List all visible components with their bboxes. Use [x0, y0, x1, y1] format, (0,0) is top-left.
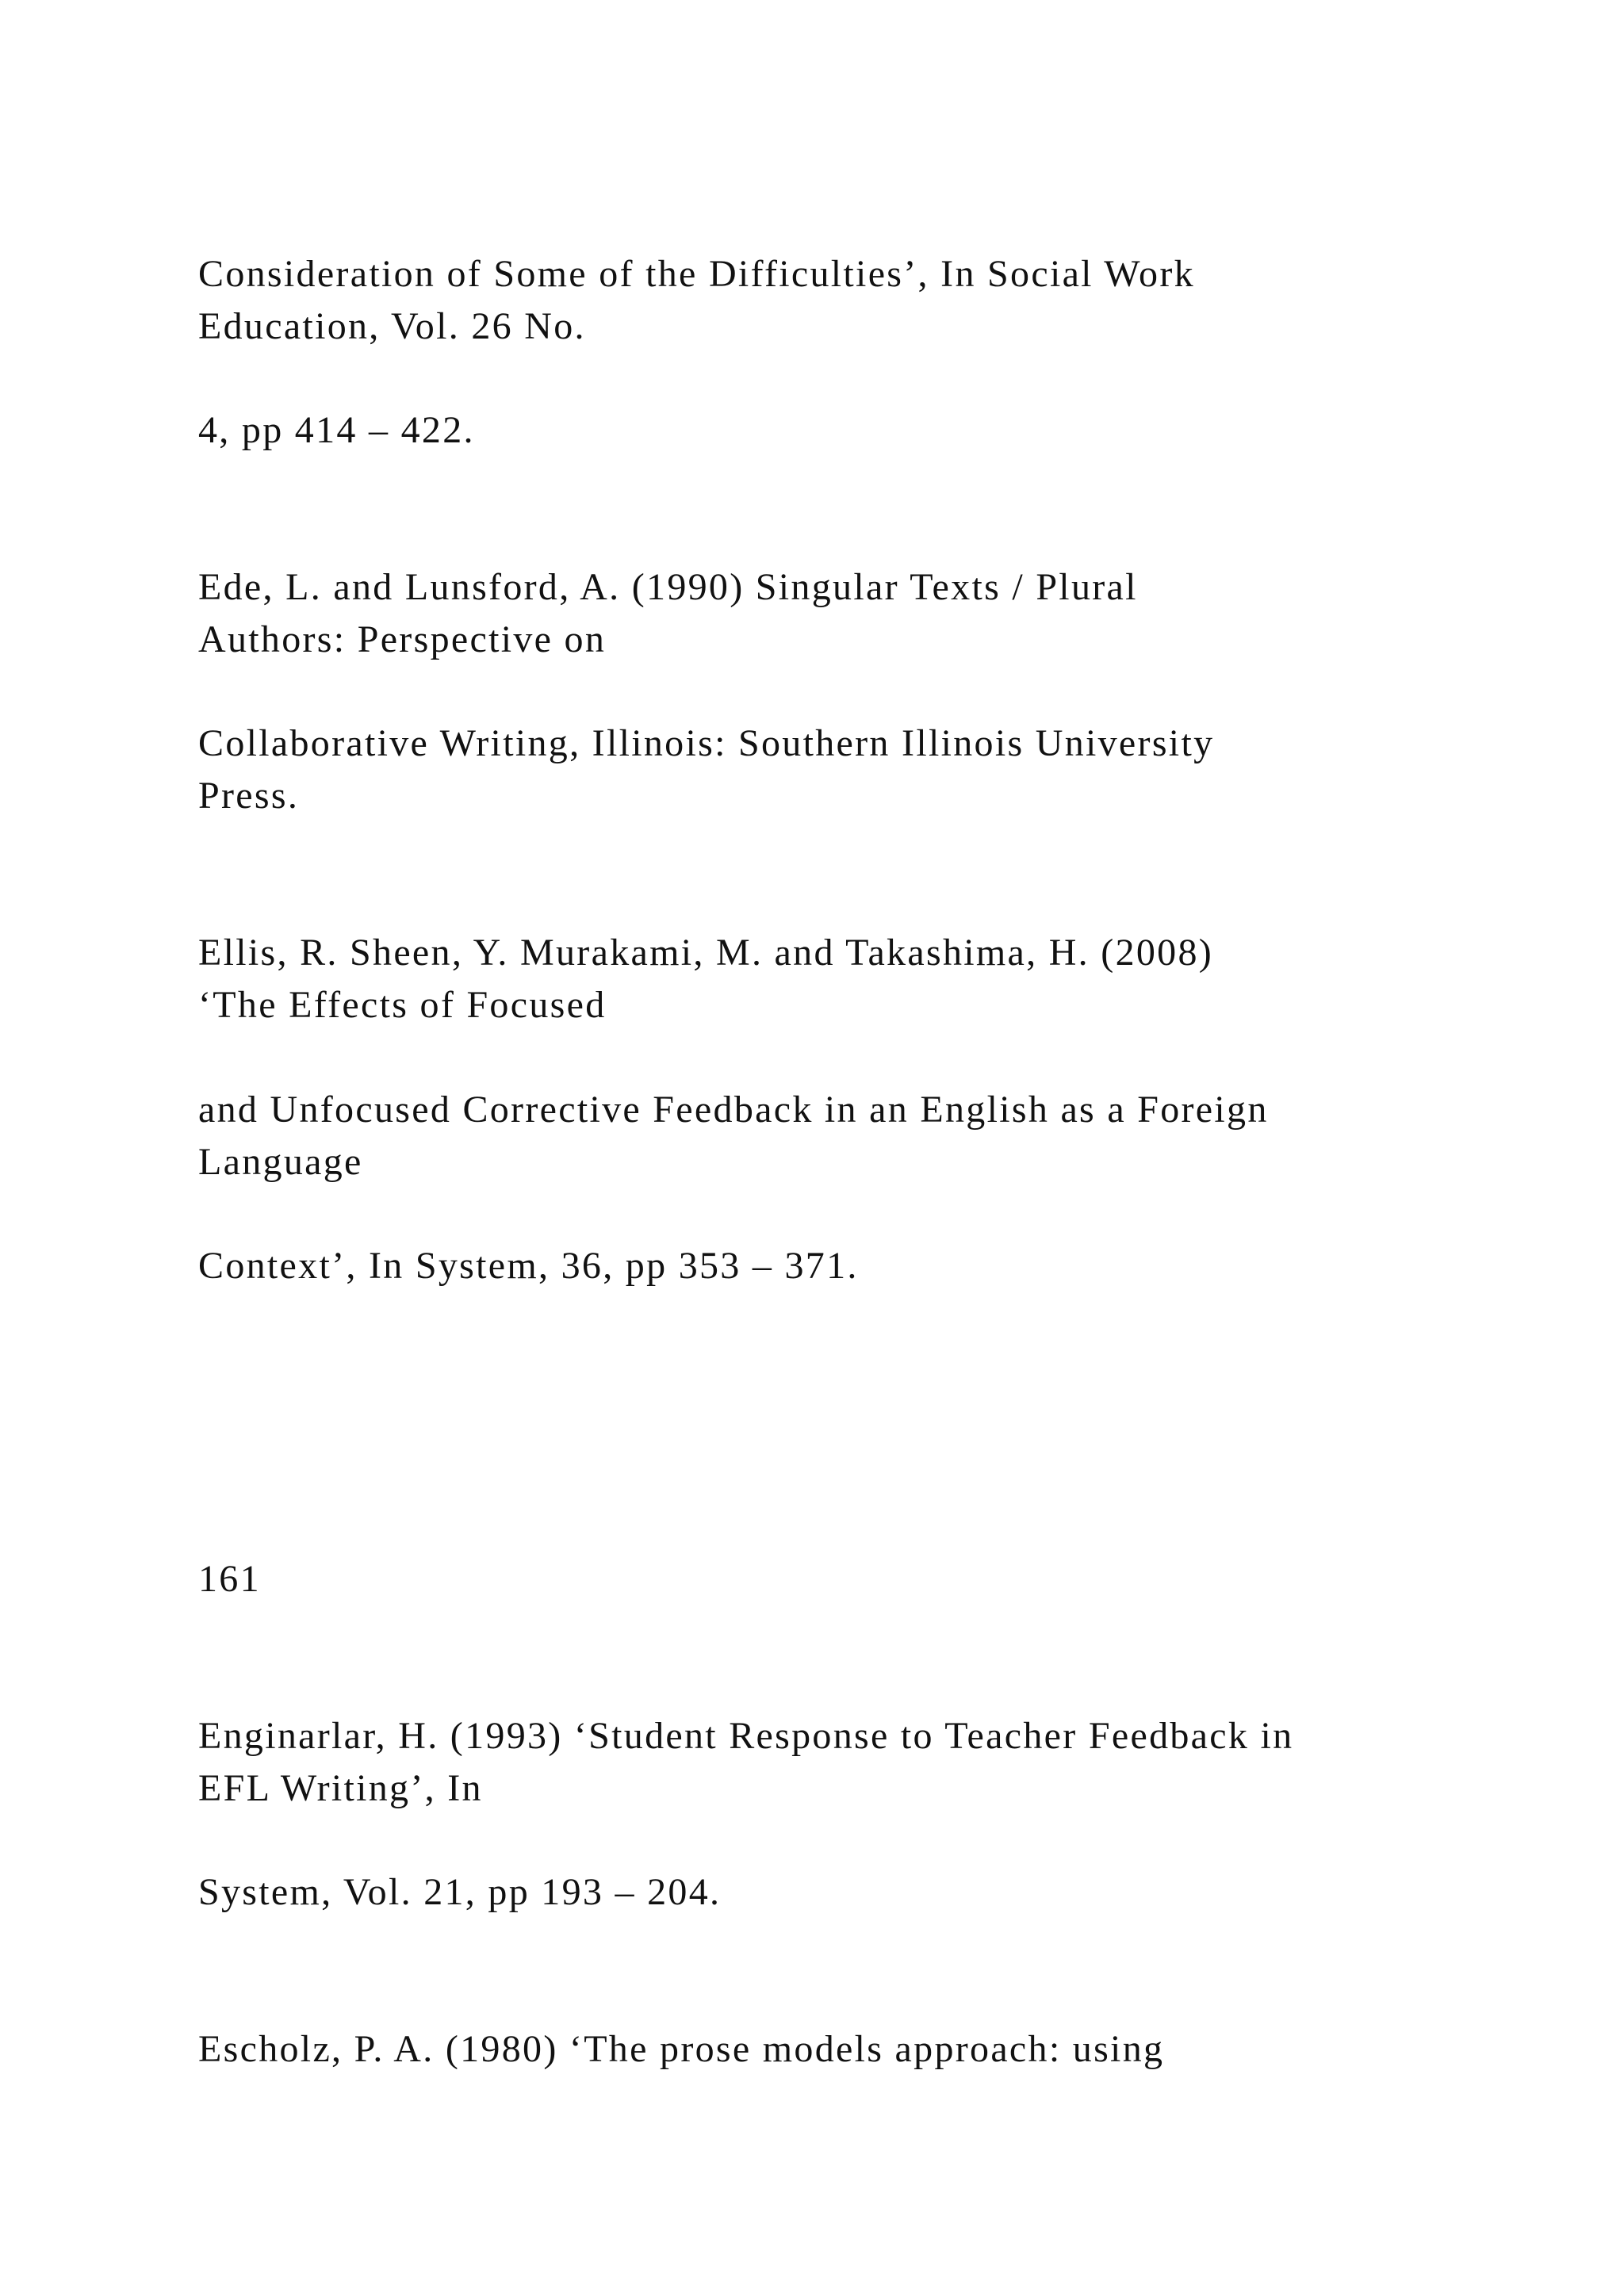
reference-line: Escholz, P. A. (1980) ‘The prose models approach: using: [198, 2028, 1165, 2070]
reference-line: Enginarlar, H. (1993) ‘Student Response to Teacher Feedback in: [198, 1715, 1294, 1757]
reference-line: Education, Vol. 26 No.: [198, 305, 586, 347]
reference-line: Authors: Perspective on: [198, 618, 607, 660]
reference-line: 4, pp 414 – 422.: [198, 409, 475, 451]
reference-line: Language: [198, 1141, 363, 1183]
reference-line: Press.: [198, 775, 300, 817]
reference-line: Ellis, R. Sheen, Y. Murakami, M. and Takashima, H. (2008): [198, 932, 1214, 974]
page-number: 161: [198, 1558, 261, 1600]
reference-line: EFL Writing’, In: [198, 1767, 483, 1809]
reference-line: Ede, L. and Lunsford, A. (1990) Singular Texts / Plural: [198, 566, 1138, 608]
reference-line: ‘The Effects of Focused: [198, 984, 607, 1026]
reference-line: Consideration of Some of the Difficulties’, In Social Work: [198, 253, 1195, 295]
reference-line: System, Vol. 21, pp 193 – 204.: [198, 1871, 722, 1913]
reference-line: Collaborative Writing, Illinois: Southern Illinois University: [198, 722, 1215, 764]
reference-line: and Unfocused Corrective Feedback in an English as a Foreign: [198, 1089, 1269, 1131]
reference-line: Context’, In System, 36, pp 353 – 371.: [198, 1245, 859, 1287]
